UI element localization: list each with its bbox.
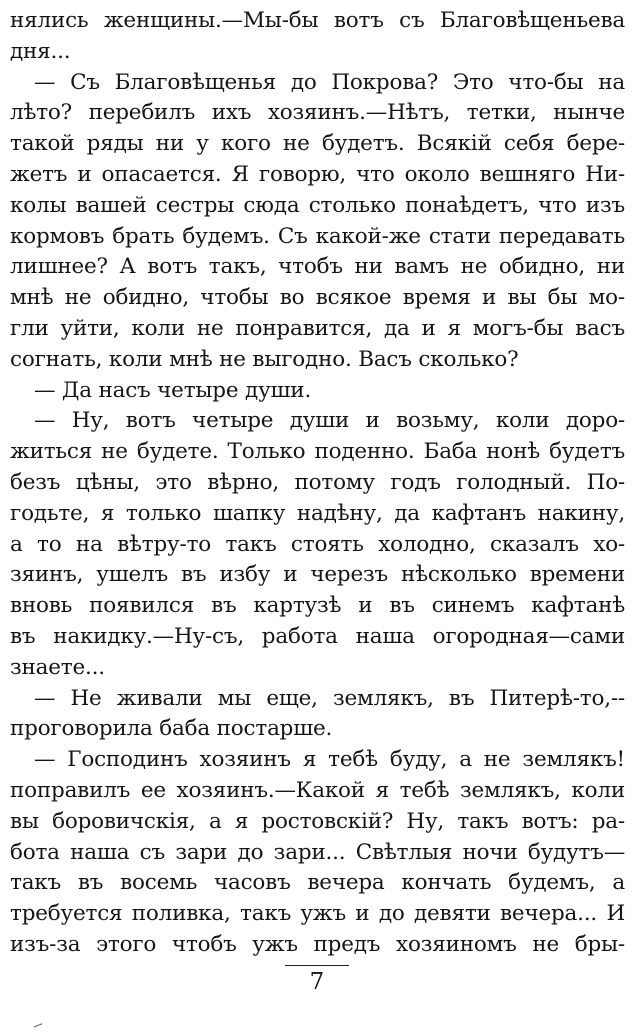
text-line: нялись женщины.—Мы-бы вотъ съ Благовѣщеньева [10, 8, 625, 33]
text-line: житься не будете. Только поденно. Баба нонѣ будетъ [10, 439, 625, 465]
text-line: лишнее? А вотъ такъ, чтобъ ни вамъ не обидно, ни [10, 254, 625, 280]
text-line: — Господинъ хозяинъ я тебѣ буду, а не землякъ! [34, 747, 625, 773]
text-line: вы боровичскiя, а я ростовскiй? Ну, такъ вотъ: ра- [10, 808, 625, 834]
page-number: 7 [309, 969, 325, 995]
text-line: — Да насъ четыре души. [34, 377, 312, 403]
page-text [10, 6, 625, 961]
text-line: изъ-за этого чтобъ ужъ предъ хозяиномъ не бры- [10, 931, 625, 957]
text-line: бота наша съ зари до зари... Свѣтлыя ночи будутъ— [10, 839, 625, 865]
text-line: мнѣ не обидно, чтобы во всякое время и вы бы мо- [10, 285, 625, 311]
text-line: такой ряды ни у кого не будетъ. Всякiй себя бере- [10, 131, 625, 157]
text-line: гли уйти, коли не понравится, да и я могъ-бы васъ [10, 315, 625, 341]
text-line: — Не живали мы еще, землякъ, въ Питерѣ-то,-- [34, 685, 625, 711]
text-line: зяинъ, ушелъ въ избу и черезъ нѣсколько времени [10, 562, 625, 588]
text-line: требуется поливка, такъ ужъ и до девяти вечера... И [10, 901, 625, 927]
text-line: проговорила баба постарше. [10, 716, 333, 742]
text-line: — Ну, вотъ четыре души и возьму, коли доро- [34, 408, 625, 434]
text-line: лѣто? перебилъ ихъ хозяинъ.—Нѣтъ, тетки, нынче [10, 100, 625, 126]
text-line: кормовъ брать будемъ. Съ какой-же стати передавать [10, 223, 625, 249]
text-line: знаете... [10, 654, 105, 680]
text-line: въ накидку.—Ну-съ, работа наша огородная—сами [10, 623, 625, 649]
text-line: вновь появился въ картузѣ и въ синемъ кафтанѣ [10, 593, 625, 619]
text-line: а то на вѣтру-то такъ стоять холодно, сказалъ хо- [10, 531, 625, 557]
text-line: дня... [10, 38, 71, 64]
text-line: согнать, коли мнѣ не выгодно. Васъ сколько? [10, 346, 519, 372]
text-line: колы вашей сестры сюда столько понаѣдетъ, что изъ [10, 192, 625, 218]
text-line: — Съ Благовѣщенья до Покрова? Это что-бы на [34, 69, 625, 95]
text-line: годьте, я только шапку надѣну, да кафтанъ накину, [10, 500, 625, 526]
text-line: поправилъ ее хозяинъ.—Какой я тебѣ землякъ, коли [10, 777, 625, 803]
ink-mark [33, 1020, 43, 1027]
text-line: жетъ и опасается. Я говорю, что около вешняго Ни- [10, 161, 625, 187]
text-line: безъ цѣны, это вѣрно, потому годъ голодный. По- [10, 469, 625, 495]
text-line: такъ въ восемь часовъ вечера кончать будемъ, а [10, 870, 625, 896]
